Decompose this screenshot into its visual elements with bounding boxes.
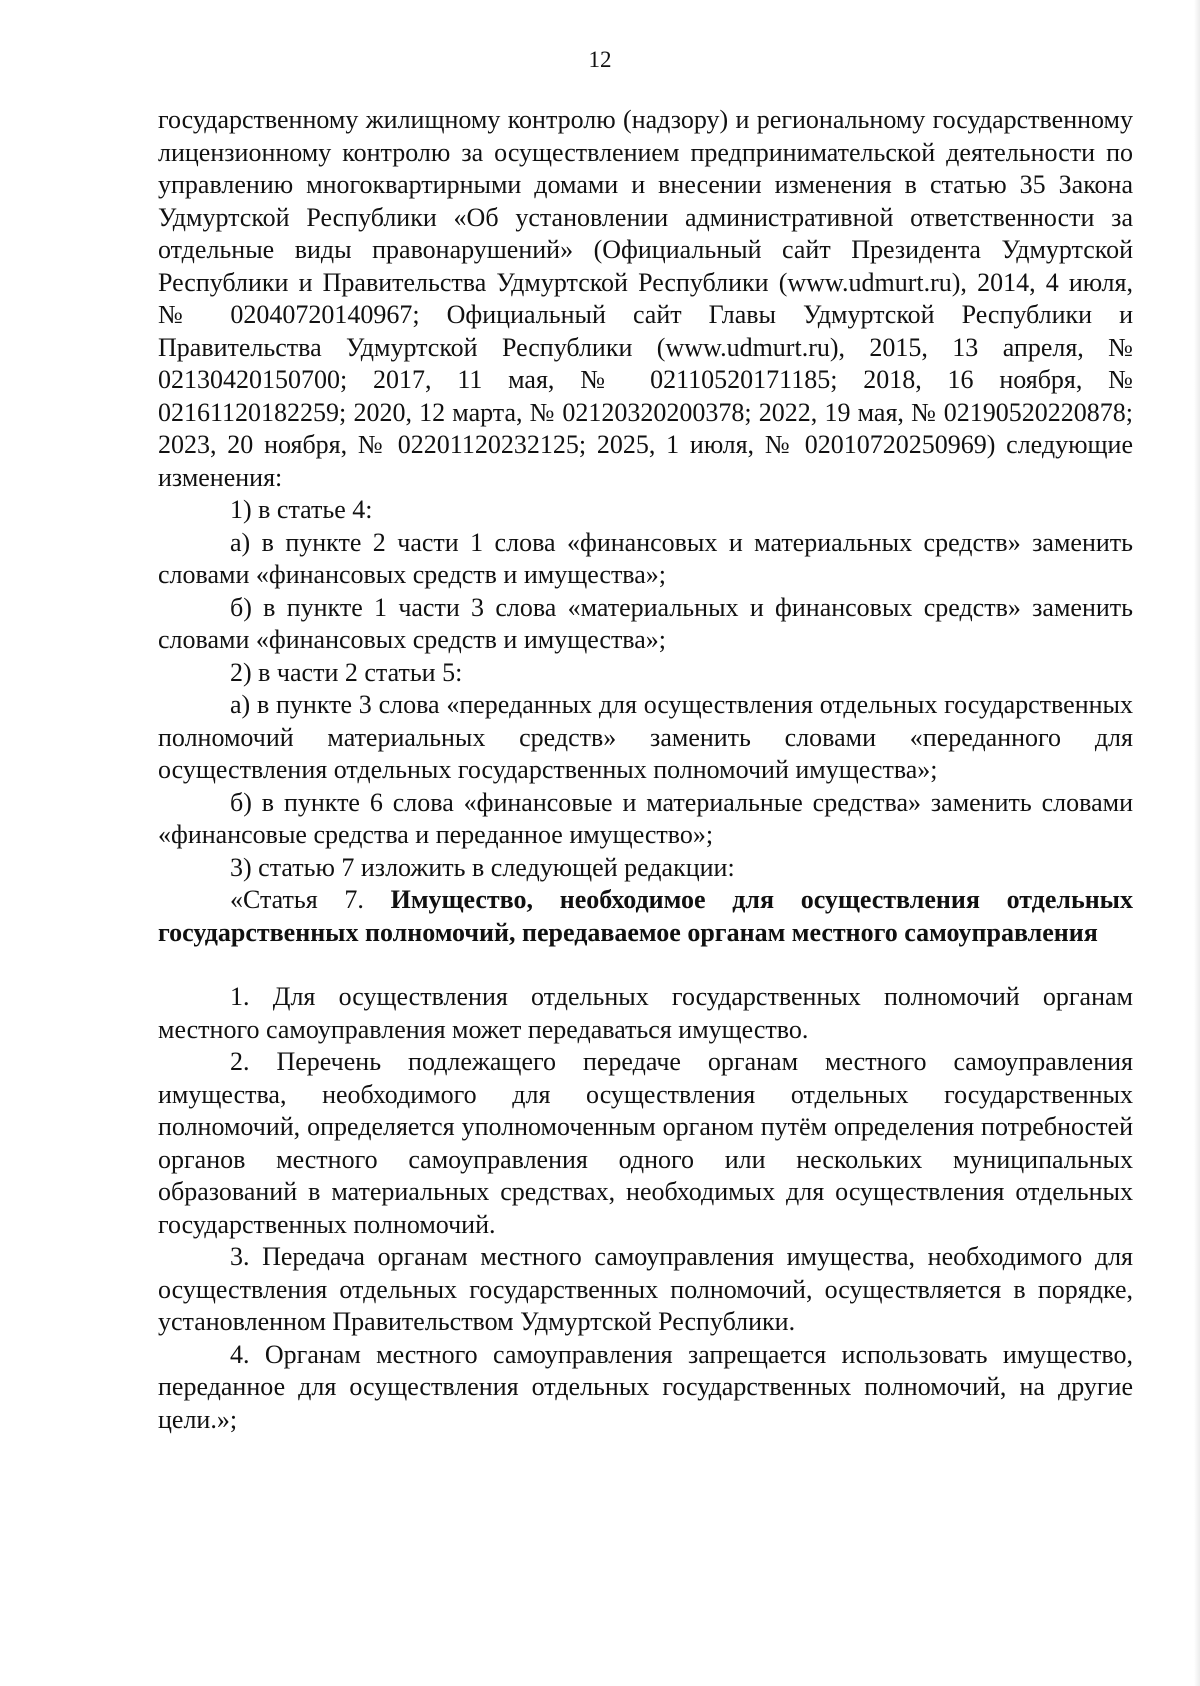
amendment-item-1a: а) в пункте 2 части 1 слова «финансовых и материальных средств» заменить словами «финансовых средств и имущества»; (158, 527, 1133, 589)
article-paragraph-3: 3. Передача органам местного самоуправления имущества, необходимого для осуществления отдельных государственных полномочий, осуществляется в порядке, установленном Правительством Удмуртской Республики. (158, 1242, 1133, 1336)
article-heading (158, 884, 1133, 949)
amendment-item-3: 3) статью 7 изложить в следующей редакции: (230, 852, 735, 882)
scan-edge (1194, 0, 1200, 1686)
document-body (158, 104, 1133, 1436)
article-paragraph-4: 4. Органам местного самоуправления запрещается использовать имущество, переданное для осуществления отдельных государственных полномочий, на другие цели.»; (158, 1339, 1133, 1434)
amendment-item-2: 2) в части 2 статьи 5: (230, 657, 463, 687)
amendment-item-2a: а) в пункте 3 слова «переданных для осуществления отдельных государственных полномочий материальных средств» заменить словами «переданного для осуществления отдельных государственных полномочий имущества»; (158, 690, 1133, 784)
article-title: Имущество, необходимое для осуществления отдельных государственных полномочий, передаваемое органам местного самоуправления (158, 885, 1133, 947)
page-number: 12 (588, 47, 612, 72)
amendment-item-1: 1) в статье 4: (230, 495, 373, 524)
article-paragraph-1: 1. Для осуществления отдельных государственных полномочий органам местного самоуправления может передаваться имущество. (158, 982, 1133, 1044)
article-prefix: «Статья 7. (230, 885, 391, 914)
amendment-item-2b: б) в пункте 6 слова «финансовые и материальные средства» заменить словами «финансовые средства и переданное имущество»; (158, 787, 1133, 849)
intro-paragraph: государственному жилищному контролю (надзору) и региональному государственному лицензионному контролю за осуществлением предпринимательской деятельности по управлению многоквартирными домами и внесении изменения в статью 35 Закона Удмуртской Республики «Об установлении административной ответственности за отдельные виды правонарушений» (Официальный сайт Президента Удмуртской Республики и Правительства Удмуртской Республики (www.udmurt.ru), 2014, 4 июля, № 02040720140967; Официальный сайт Главы Удмуртской Республики и Правительства Удмуртской Республики (www.udmurt.ru), 2015, 13 апреля, № 02130420150700; 2017, 11 мая, № 02110520171185; 2018, 16 ноября, № 02161120182259; 2020, 12 марта, № 02120320200378; 2022, 19 мая, № 02190520220878; 2023, 20 ноября, № 02201120232125; 2025, 1 июля, № 02010720250969) следующие изменения: (158, 105, 1133, 492)
article-paragraph-2: 2. Перечень подлежащего передаче органам местного самоуправления имущества, необходимого для осуществления отдельных государственных полномочий, определяется уполномоченным органом путём определения потребностей органов местного самоуправления одного или нескольких муниципальных образований в материальных средствах, необходимых для осуществления отдельных государственных полномочий. (158, 1047, 1133, 1239)
amendment-item-1b: б) в пункте 1 части 3 слова «материальных и финансовых средств» заменить словами «финансовых средств и имущества»; (158, 592, 1133, 654)
